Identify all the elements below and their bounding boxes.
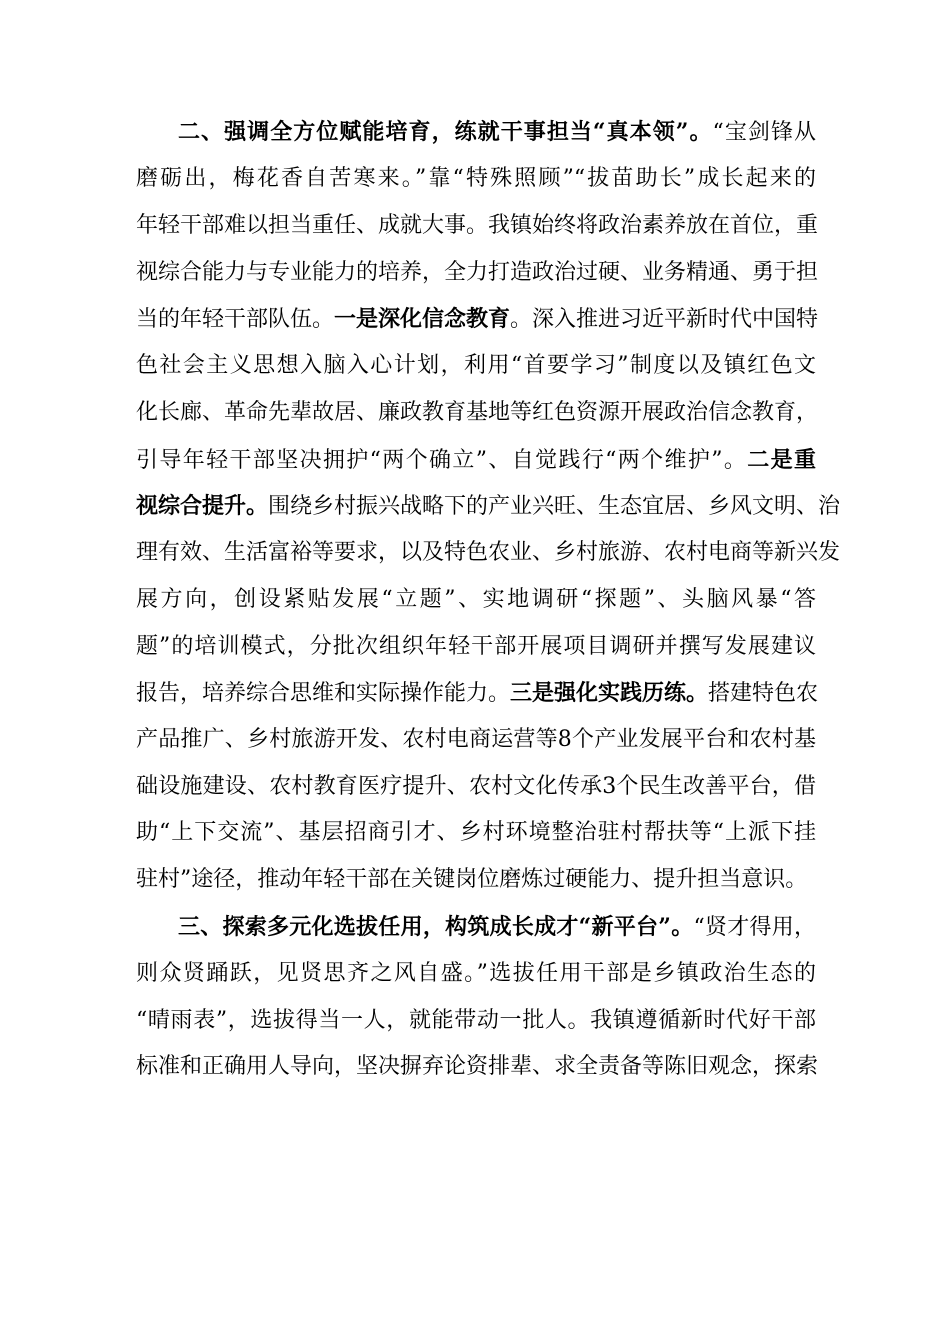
text-run: “贤才得用，	[693, 915, 816, 940]
text-run: 展方向，创设紧贴发展“立题”、实地调研“探题”、头脑风暴“答	[136, 587, 816, 612]
paragraph-line	[178, 112, 816, 152]
text-run: 报告，培养综合思维和实际操作能力。	[136, 681, 511, 706]
text-run: 题”的培训模式，分批次组织年轻干部开展项目调研并撰写发展建议	[136, 634, 816, 659]
text-run: 标准和正确用人导向，坚决摒弃论资排辈、求全责备等陈旧观念，探索	[136, 1054, 819, 1079]
text-run: 搭建特色农	[708, 681, 819, 706]
text-run: “晴雨表”，选拔得当一人，就能带动一批人。我镇遵循新时代好干部	[136, 1008, 816, 1033]
bold-text-run: 三、探索多元化选拔任用，构筑成长成才“新平台”。	[178, 914, 694, 940]
text-run: 化长廊、革命先辈故居、廉政教育基地等红色资源开展政治信念教育，	[136, 400, 819, 425]
text-run: 年轻干部难以担当重任、成就大事。我镇始终将政治素养放在首位，重	[136, 213, 819, 238]
paragraph-line	[136, 159, 816, 199]
text-run: 产品推广、乡村旅游开发、农村电商运营等8个产业发展平台和农村基	[136, 727, 816, 752]
paragraph-line	[136, 440, 816, 480]
text-run: 磨砺出，梅花香自苦寒来。”靠“特殊照顾”“拔苗助长”成长起来的	[136, 166, 816, 191]
text-run: 则众贤踊跃，见贤思齐之风自盛。”选拔任用干部是乡镇政治生态的	[136, 961, 816, 986]
bold-text-run: 二、强调全方位赋能培育，练就干事担当“真本领”。	[178, 119, 713, 145]
paragraph-line	[136, 299, 819, 339]
paragraph-line	[136, 393, 819, 433]
paragraph-line	[178, 907, 816, 947]
paragraph-line	[136, 533, 841, 573]
paragraph-line	[136, 206, 819, 246]
text-run: 视综合能力与专业能力的培养，全力打造政治过硬、业务精通、勇于担	[136, 260, 819, 285]
text-run: 础设施建设、农村教育医疗提升、农村文化传承3个民生改善平台，借	[136, 774, 816, 799]
text-run: 色社会主义思想入脑入心计划，利用“首要学习”制度以及镇红色文	[136, 353, 816, 378]
bold-text-run: 三是强化实践历练。	[510, 680, 709, 706]
paragraph-line	[136, 954, 816, 994]
bold-text-run: 视综合提升。	[136, 493, 269, 519]
paragraph-line	[136, 580, 816, 620]
text-run: 围绕乡村振兴战略下的产业兴旺、生态宜居、乡风文明、治	[268, 494, 841, 519]
paragraph-line	[136, 1001, 816, 1041]
text-run: 驻村”途径，推动年轻干部在关键岗位磨炼过硬能力、提升担当意识。	[136, 867, 808, 892]
text-run: 助“上下交流”、基层招商引才、乡村环境整治驻村帮扶等“上派下挂	[136, 820, 816, 845]
paragraph-line	[136, 767, 816, 807]
paragraph-line	[136, 860, 816, 900]
text-run: 当的年轻干部队伍。	[136, 307, 335, 332]
paragraph-line	[136, 486, 841, 526]
text-run: 。深入推进习近平新时代中国特	[510, 307, 819, 332]
paragraph-line	[136, 627, 816, 667]
paragraph-line	[136, 346, 816, 386]
text-run: “宝剑锋从	[712, 120, 816, 145]
paragraph-line	[136, 253, 819, 293]
paragraph-line	[136, 813, 816, 853]
paragraph-line	[136, 673, 819, 713]
text-run: 理有效、生活富裕等要求，以及特色农业、乡村旅游、农村电商等新兴发	[136, 540, 841, 565]
paragraph-line	[136, 1047, 819, 1087]
text-run: 引导年轻干部坚决拥护“两个确立”、自觉践行“两个维护”。	[136, 448, 748, 473]
paragraph-line	[136, 720, 816, 760]
bold-text-run: 二是重	[747, 447, 816, 473]
bold-text-run: 一是深化信念教育	[334, 306, 511, 332]
